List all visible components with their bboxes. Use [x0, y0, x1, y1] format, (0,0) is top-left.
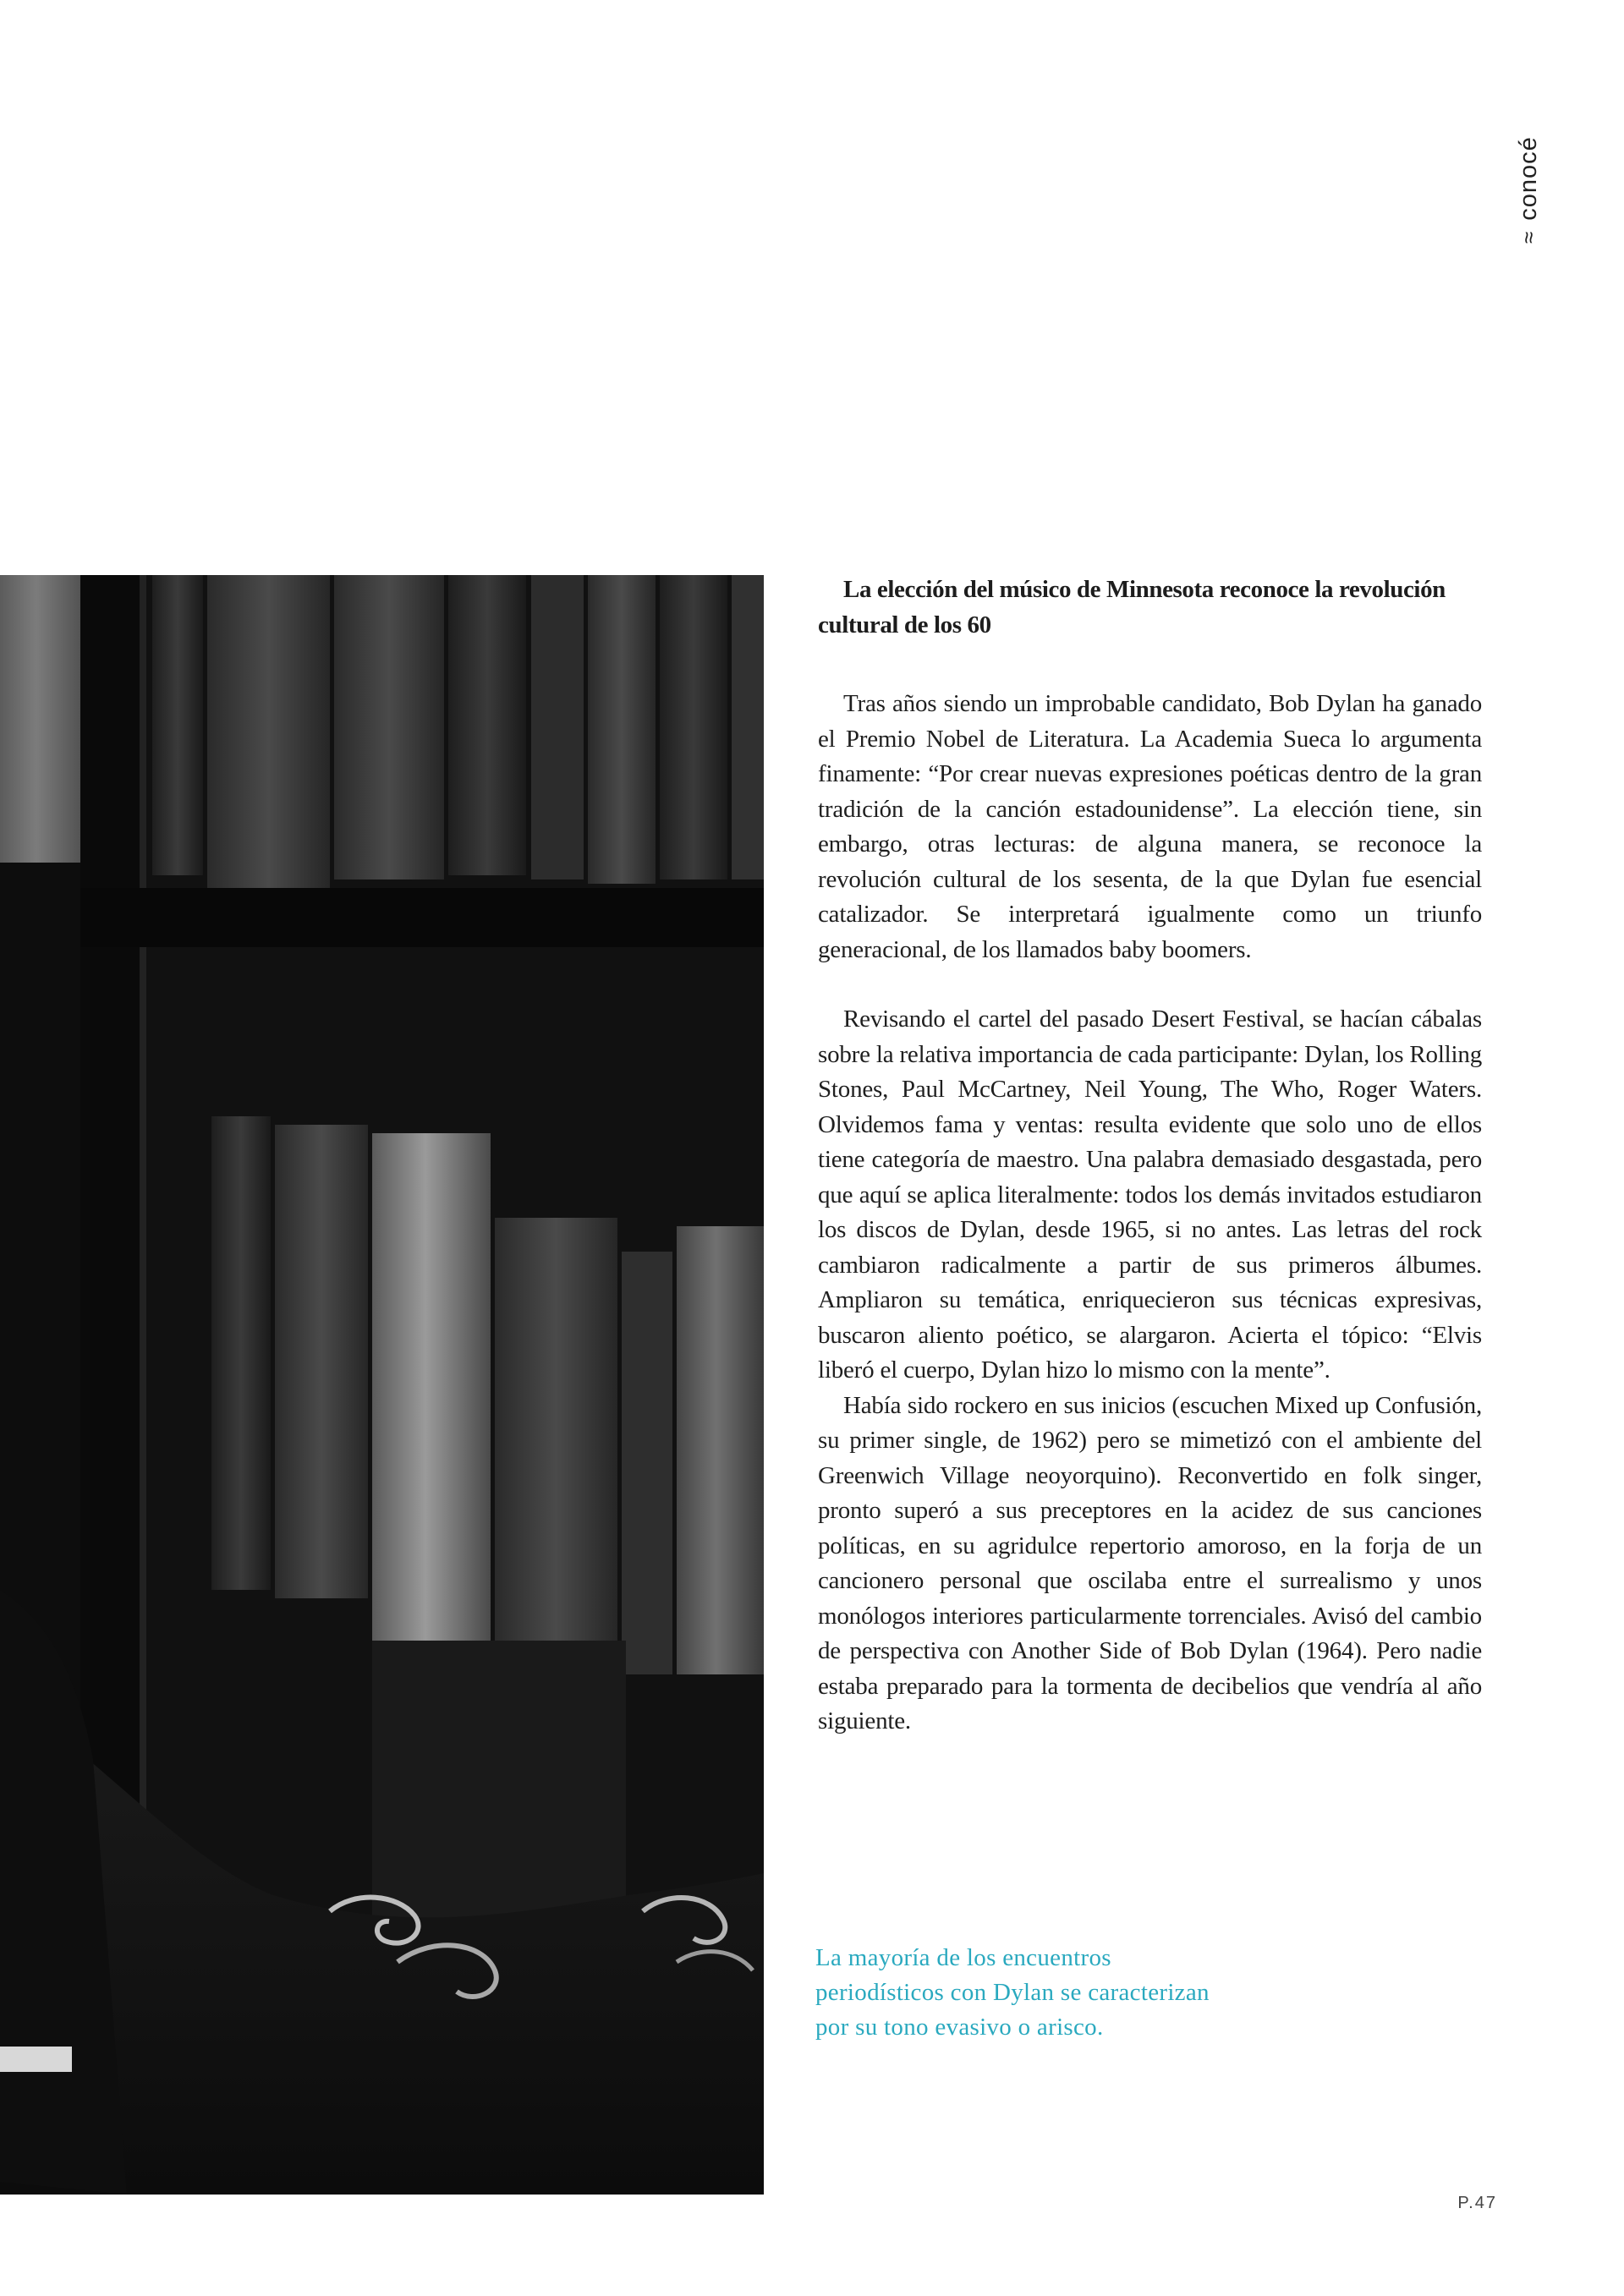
article-headline: La elección del músico de Minnesota reconoce la revolución cultural de los 60: [818, 576, 1446, 638]
article-paragraph-2: Revisando el cartel del pasado Desert Festival, se hacían cábalas sobre la relativa importancia de cada participante: Dylan, los Rolling Stones, Paul McCartney, Neil Young, The Who, Roger Waters. Olvidemos fama y ventas: resulta evidente que solo uno de ellos tiene categoría de maestro. Una palabra demasiado desgastada, pero que aquí se aplica literalmente: todos los demás invitados estudiaron los discos de Dylan, desde 1965, si no antes. Las letras del rock cambiaron radicalmente a partir de sus primeros álbumes. Ampliaron su temática, enriquecieron sus técnicas expresivas, buscaron aliento poético, se alargaron. Acierta el tópico: “Elvis liberó el cuerpo, Dylan hizo lo mismo con la mente”.: [818, 1006, 1482, 1384]
bookshelf-photo: [0, 575, 764, 2195]
pull-quote: [815, 1941, 1238, 2045]
article-paragraph-3: Había sido rockero en sus inicios (escuchen Mixed up Confusión, su primer single, de 1962) pero se mimetizó con el ambiente del Greenwich Village neoyorquino). Reconvertido en folk singer, pronto superó a sus preceptores en la acidez de sus canciones políticas, en su agridulce repertorio amoroso, en la forja de un cancionero personal que oscilaba entre el surrealismo y unos monólogos interiores particularmente torrenciales. Avisó del cambio de perspectiva con Another Side of Bob Dylan (1964). Pero nadie estaba preparado para la tormenta de decibelios que vendría al año siguiente.: [818, 1391, 1482, 1734]
article-paragraph-1: Tras años siendo un improbable candidato, Bob Dylan ha ganado el Premio Nobel de Literatura. La Academia Sueca lo argumenta finamente: “Por crear nuevas expresiones poéticas dentro de la gran tradición de la canción estadounidense”. La elección tiene, sin embargo, otras lecturas: de alguna manera, se reconoce la revolución cultural de los sesenta, de la que Dylan fue esencial catalizador. Se interpretará igualmente como un triunfo generacional, de los llamados baby boomers.: [818, 690, 1482, 963]
approx-icon: ≈: [1515, 230, 1541, 244]
page-number: P.47: [1457, 2194, 1497, 2212]
article: [818, 572, 1482, 1740]
pull-quote-text: La mayoría de los encuentros periodísticos con Dylan se caracterizan por su tono evasivo o arisco.: [815, 1944, 1210, 2041]
section-tag: [1507, 100, 1550, 244]
photo-illustration: [0, 575, 764, 2195]
section-label: conocé: [1514, 136, 1542, 221]
